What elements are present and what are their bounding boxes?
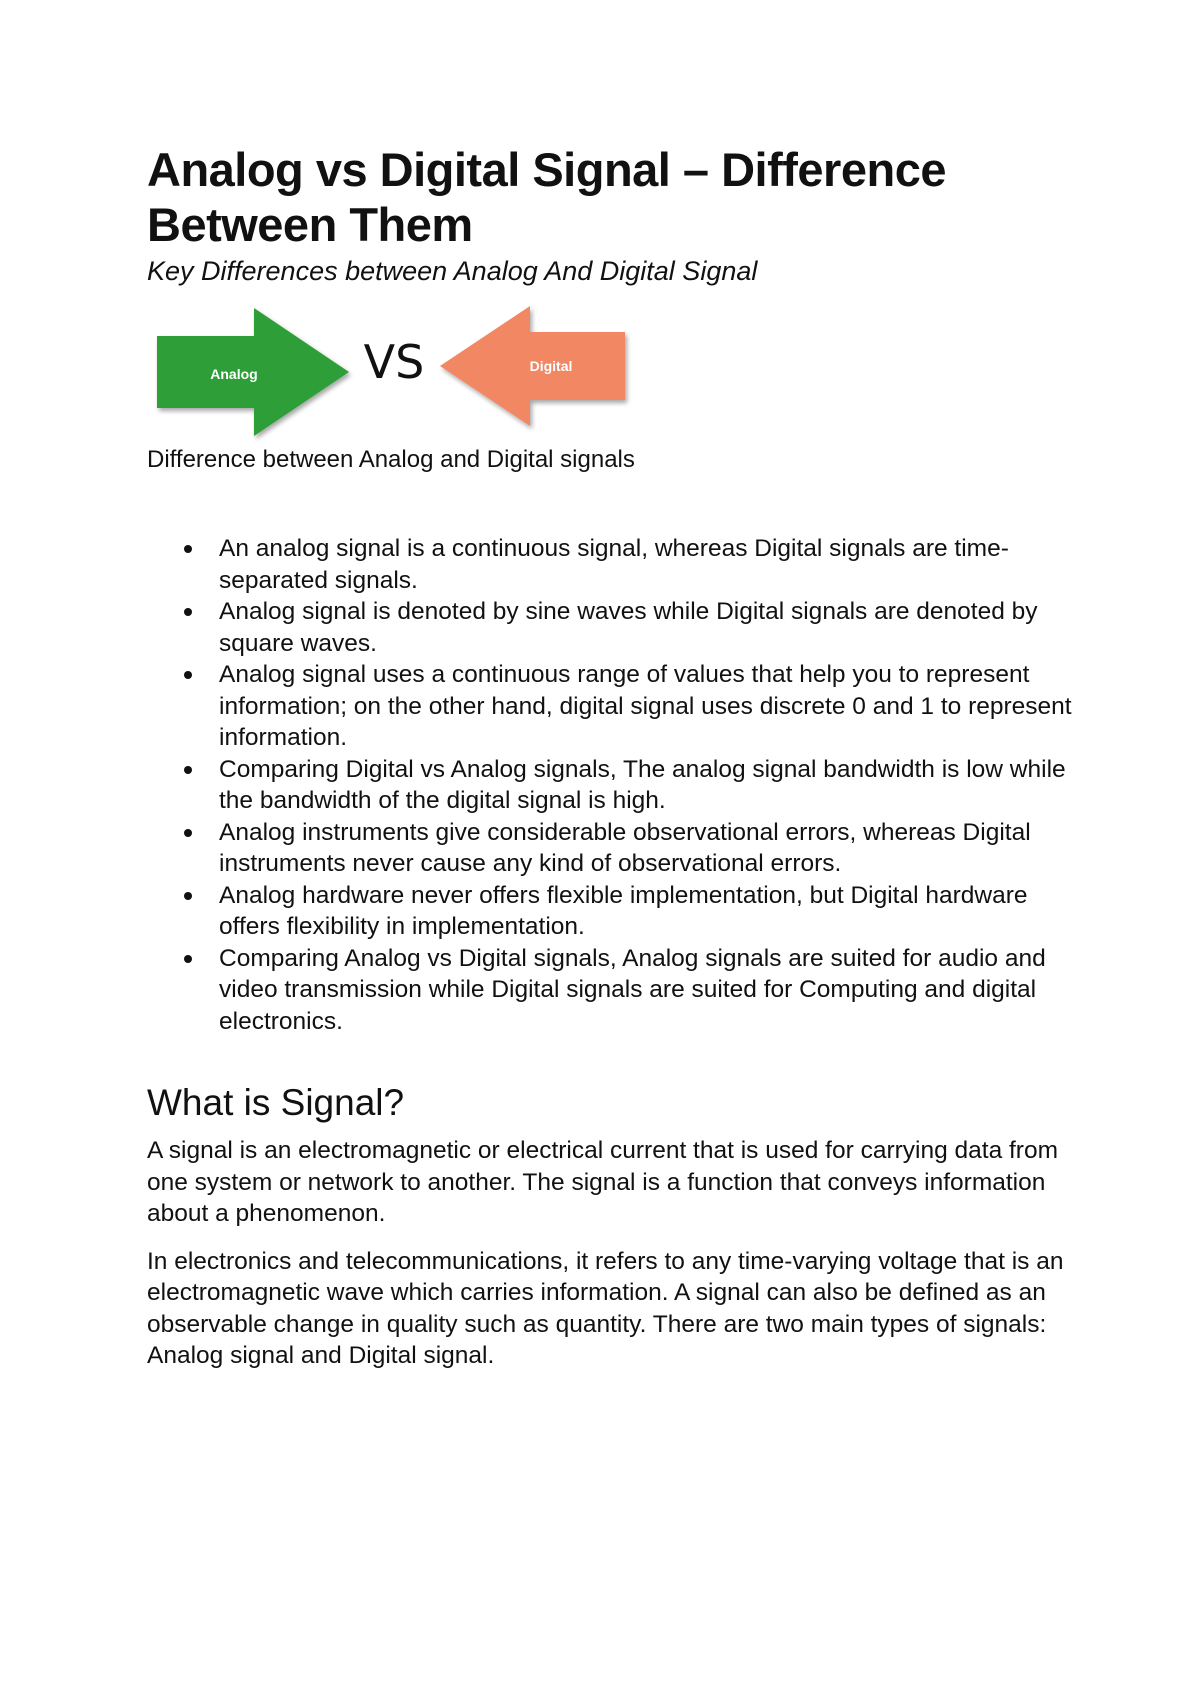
differences-list [147, 533, 1077, 1037]
analog-vs-digital-graphic [147, 306, 637, 444]
paragraph: In electronics and telecommunications, it refers to any time-varying voltage that is an electromagnetic wave which carries information. A signal can also be defined as an observable change in quality such as quantity. There are two main types of signals: Analog signal and Digital signal. [147, 1247, 1064, 1369]
list-item [147, 817, 1077, 880]
bullet-icon [184, 766, 192, 774]
digital-arrow-label: Digital [529, 358, 573, 374]
vs-label: VS [363, 335, 425, 389]
list-item [147, 943, 1077, 1038]
list-item [147, 659, 1077, 754]
bullet-icon [184, 955, 192, 963]
list-item-text: Analog instruments give considerable observational errors, whereas Digital instruments never cause any kind of observational errors. [219, 818, 1031, 877]
analog-vs-digital-figure [147, 306, 637, 444]
list-item-text: Comparing Digital vs Analog signals, The analog signal bandwidth is low while the bandwidth of the digital signal is high. [219, 755, 1066, 814]
list-item [147, 754, 1077, 817]
document-title: Analog vs Digital Signal – Difference Between Them [147, 143, 946, 251]
list-item [147, 533, 1077, 596]
bullet-icon [184, 892, 192, 900]
bullet-icon [184, 545, 192, 553]
list-item-text: Analog signal is denoted by sine waves while Digital signals are denoted by square waves. [219, 598, 1038, 657]
document-page [147, 142, 1077, 1372]
list-item-text: An analog signal is a continuous signal, whereas Digital signals are time-separated signals. [219, 535, 1009, 594]
bullet-icon [184, 608, 192, 616]
bullet-icon [184, 671, 192, 679]
figure-caption: Difference between Analog and Digital signals [147, 446, 635, 473]
document-subtitle: Key Differences between Analog And Digital Signal [147, 256, 758, 286]
paragraph: A signal is an electromagnetic or electrical current that is used for carrying data from one system or network to another. The signal is a function that conveys information about a phenomenon. [147, 1137, 1058, 1227]
analog-arrow-label: Analog [210, 366, 258, 382]
list-item [147, 596, 1077, 659]
section-heading: What is Signal? [147, 1082, 405, 1123]
list-item-text: Analog hardware never offers flexible implementation, but Digital hardware offers flexibility in implementation. [219, 881, 1028, 940]
bullet-icon [184, 829, 192, 837]
list-item [147, 880, 1077, 943]
list-item-text: Analog signal uses a continuous range of values that help you to represent information; on the other hand, digital signal uses discrete 0 and 1 to represent information. [219, 661, 1072, 751]
list-item-text: Comparing Analog vs Digital signals, Analog signals are suited for audio and video transmission while Digital signals are suited for Computing and digital electronics. [219, 944, 1046, 1035]
